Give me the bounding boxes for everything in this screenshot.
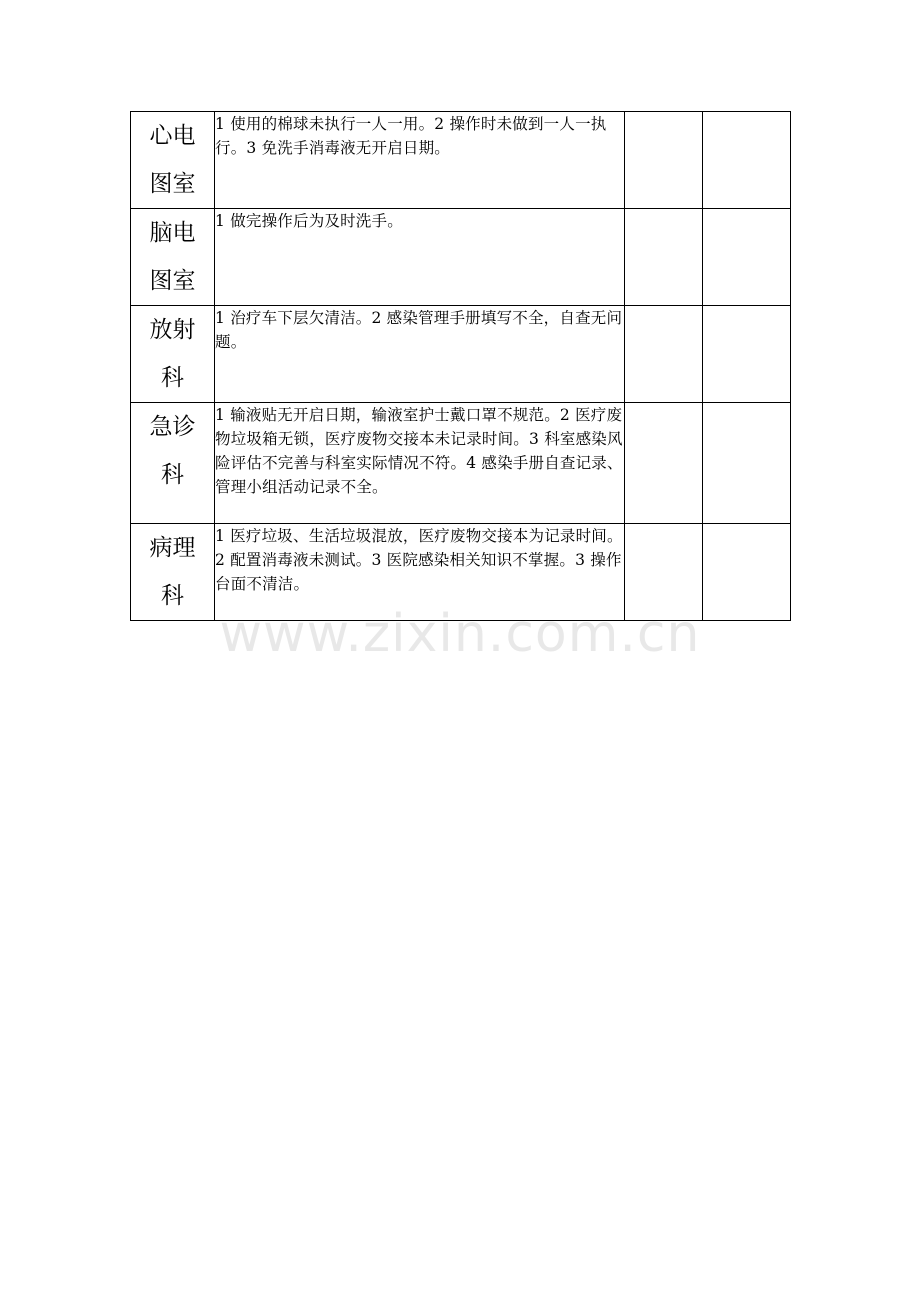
blank-cell (703, 524, 791, 621)
issues-cell: 1 治疗车下层欠清洁。2 感染管理手册填写不全，自查无问题。 (215, 306, 625, 403)
table-row (131, 524, 791, 621)
inspection-table (130, 111, 791, 621)
blank-cell (625, 209, 703, 306)
watermark: www.zixin.com.cn (219, 604, 701, 664)
blank-cell (703, 306, 791, 403)
blank-cell (625, 306, 703, 403)
department-cell: 急诊 科 (131, 403, 215, 524)
blank-cell (625, 112, 703, 209)
table-row (131, 306, 791, 403)
department-cell: 放射 科 (131, 306, 215, 403)
issues-cell: 1 做完操作后为及时洗手。 (215, 209, 625, 306)
blank-cell (625, 524, 703, 621)
issues-cell: 1 使用的棉球未执行一人一用。2 操作时未做到一人一执行。3 免洗手消毒液无开启日期。 (215, 112, 625, 209)
blank-cell (703, 403, 791, 524)
department-cell: 心电 图室 (131, 112, 215, 209)
issues-cell: 1 医疗垃圾、生活垃圾混放，医疗废物交接本为记录时间。2 配置消毒液未测试。3 医院感染相关知识不掌握。3 操作台面不清洁。 (215, 524, 625, 621)
table-row (131, 209, 791, 306)
issues-cell: 1 输液贴无开启日期，输液室护士戴口罩不规范。2 医疗废物垃圾箱无锁，医疗废物交接本未记录时间。3 科室感染风险评估不完善与科室实际情况不符。4 感染手册自查记录、管理小组活动记录不全。 (215, 403, 625, 524)
blank-cell (703, 112, 791, 209)
table-row (131, 112, 791, 209)
department-cell: 脑电 图室 (131, 209, 215, 306)
blank-cell (703, 209, 791, 306)
department-cell: 病理 科 (131, 524, 215, 621)
blank-cell (625, 403, 703, 524)
table-row (131, 403, 791, 524)
